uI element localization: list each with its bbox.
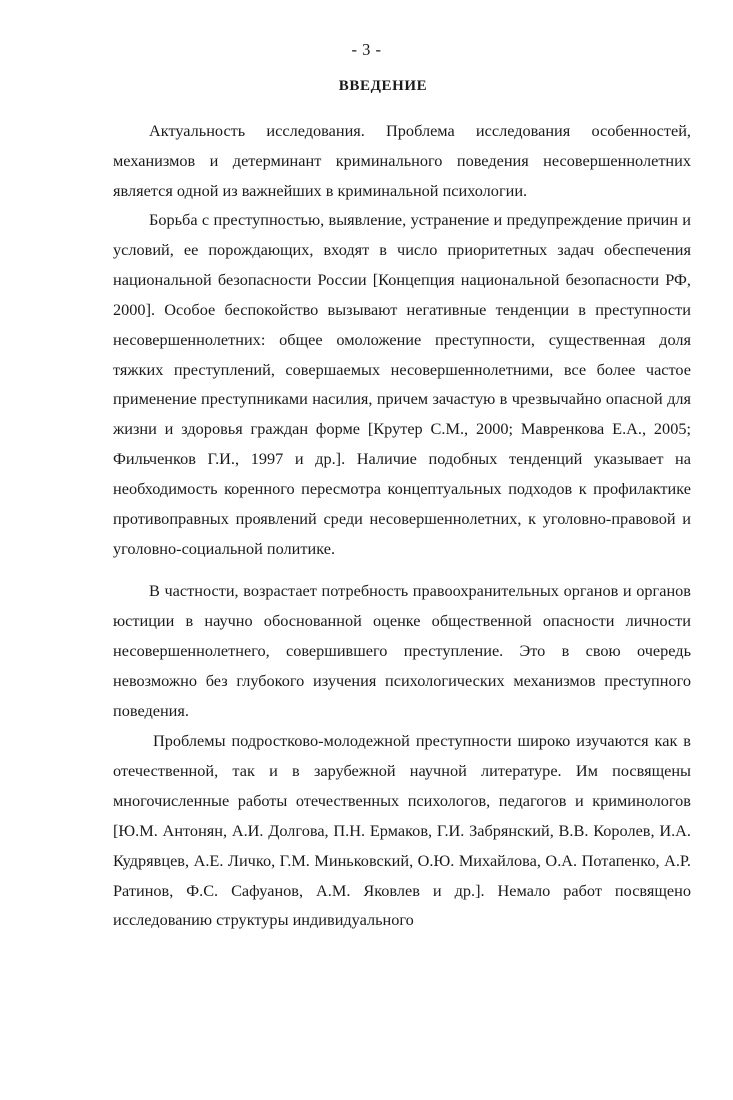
paragraph-text: Актуальность исследования. Проблема исследования особенностей, механизмов и детерминант криминального поведения несовершеннолетних является одной из важнейших в криминальной психологии. [113, 121, 691, 200]
paragraph-relevance [113, 116, 691, 206]
paragraph-law-enforcement-need [113, 576, 691, 726]
paragraph-crime-prevention [113, 205, 691, 564]
section-title: ВВЕДЕНИЕ [338, 78, 428, 94]
paragraph-text: Борьба с преступностью, выявление, устранение и предупреждение причин и условий, ее порождающих, входят в число приоритетных задач обеспечения национальной безопасности России [Концепция национальной безопасности РФ, 2000]. Особое беспокойство вызывают негативные тенденции в преступности несовершеннолетних: общее омоложение преступности, существенная доля тяжких преступлений, совершаемых несовершеннолетними, все более частое применение преступниками насилия, причем зачастую в чрезвычайно опасной для жизни и здоровья граждан форме [Крутер С.М., 2000; Мавренкова Е.А., 2005; Фильченков Г.И., 1997 и др.]. Наличие подобных тенденций указывает на необходимость коренного пересмотра концептуальных подходов к профилактике противоправных проявлений среди несовершеннолетних, к уголовно-правовой и уголовно-социальной политике. [113, 210, 691, 558]
paragraph-literature-review [113, 726, 691, 935]
page-number: - 3 - [351, 40, 382, 59]
paragraph-text: В частности, возрастает потребность правоохранительных органов и органов юстиции в научно обоснованной оценке общественной опасности личности несовершеннолетнего, совершившего преступление. Это в свою очередь невозможно без глубокого изучения психологических механизмов преступного поведения. [113, 581, 691, 720]
paragraph-text: Проблемы подростково-молодежной преступности широко изучаются как в отечественной, так и в зарубежной научной литературе. Им посвящены многочисленные работы отечественных психологов, педагогов и криминологов [Ю.М. Антонян, А.И. Долгова, П.Н. Ермаков, Г.И. Забрянский, В.В. Королев, И.А. Кудрявцев, А.Е. Личко, Г.М. Миньковский, О.Ю. Михайлова, О.А. Потапенко, А.Р. Ратинов, Ф.С. Сафуанов, А.М. Яковлев и др.]. Немало работ посвящено исследованию структуры индивидуального [113, 731, 691, 930]
